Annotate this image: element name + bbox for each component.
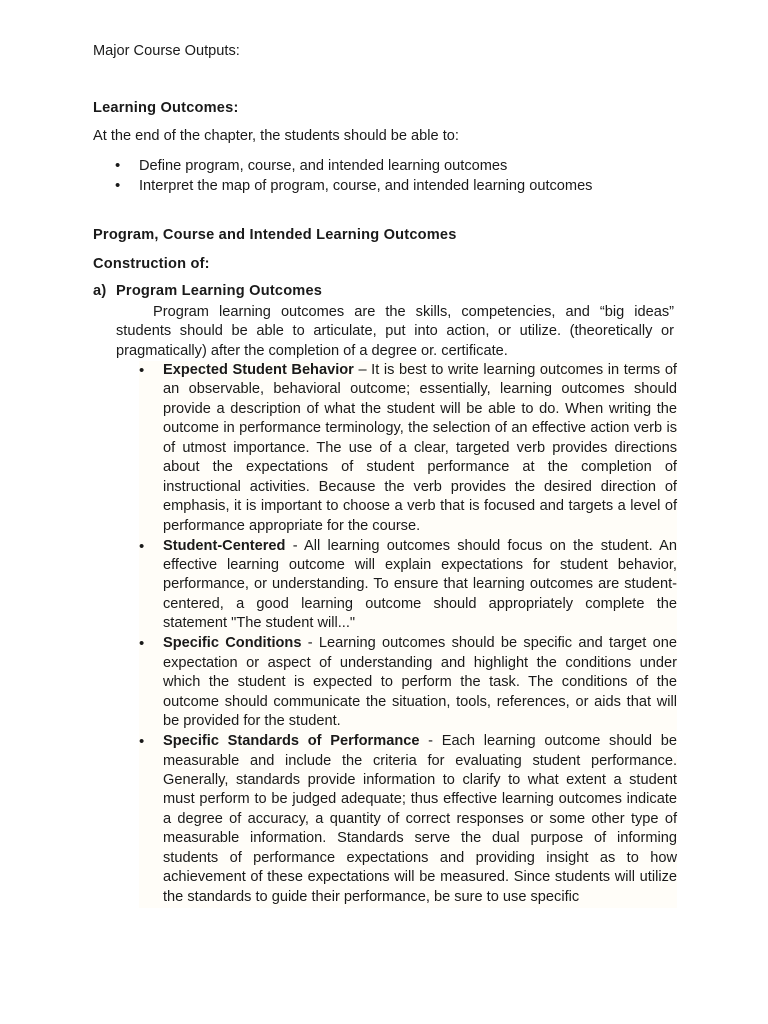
section-heading: Program, Course and Intended Learning Outcomes [93,227,457,243]
criterion-item [139,537,677,634]
objective-item: • Interpret the map of program, course, and intended learning outcomes [93,176,693,196]
criterion-text: - Each learning outcome should be measurable and include the criteria for evaluating student performance. Generally, standards provide information to clarify to what extent a student must perform to be judged adequate; thus effective learning outcomes indicate a degree of accuracy, a quantity of correct responses or some other type of measurable information. Standards serve the dual purpose of informing students of performance expectations and providing insight as to how achievement of these expectations will be measured. Since students will utilize the standards to guide their performance, be sure to use specific [163,733,677,905]
criterion-text: - All learning outcomes should focus on the student. An effective learning outcome will explain expectations for student behavior, performance, or understanding. To ensure that learning outcomes are student- centered, a good learning outcome should appropriately complete the statement "The student will..." [163,537,677,632]
criteria-list [139,361,677,908]
chapter-intro: At the end of the chapter, the students should be able to: [93,128,459,144]
criterion-item [139,732,677,907]
criterion-term: Specific Conditions [163,635,302,652]
objectives-list [93,156,693,196]
criterion-text: - Learning outcomes should be specific and target one expectation or aspect of understanding and highlight the conditions under which the student is expected to perform the task. The conditions of the outcome should communicate the situation, tools, references, or aids that will be provided for the student. [163,635,678,730]
major-course-outputs-label: Major Course Outputs: [93,43,240,59]
criterion-item [139,634,677,731]
learning-outcomes-heading: Learning Outcomes: [93,100,239,116]
construction-heading: Construction of: [93,256,210,272]
section-a-letter: a) [93,283,107,299]
criterion-term: Specific Standards of Performance [163,733,420,750]
section-a-paragraph: Program learning outcomes are the skills, competencies, and “big ideas” students should be able to articulate, put into action, or utilize. (theoretically or pragmatically) after the completion of a degree or. certificate. [116,304,674,359]
section-a-heading: Program Learning Outcomes [116,283,323,299]
criterion-term: Expected Student Behavior [163,362,354,378]
objective-item: • Define program, course, and intended learning outcomes [93,156,693,176]
criterion-term: Student-Centered [163,537,286,554]
criterion-text: – It is best to write learning outcomes in terms of an observable, behavioral outcome; essentially, learning outcomes should provide a description of what the student will be able to do. When writing the outcome in performance terminology, the selection of an effective action verb is of utmost importance. The use of a clear, targeted verb provides directions about the expectations of student performance at the completion of instructional activities. Because the verb provides the desired direction of emphasis, it is important to choose a verb that is focused and targets a level of performance appropriate for the course. [163,362,677,534]
criterion-item [139,361,677,536]
